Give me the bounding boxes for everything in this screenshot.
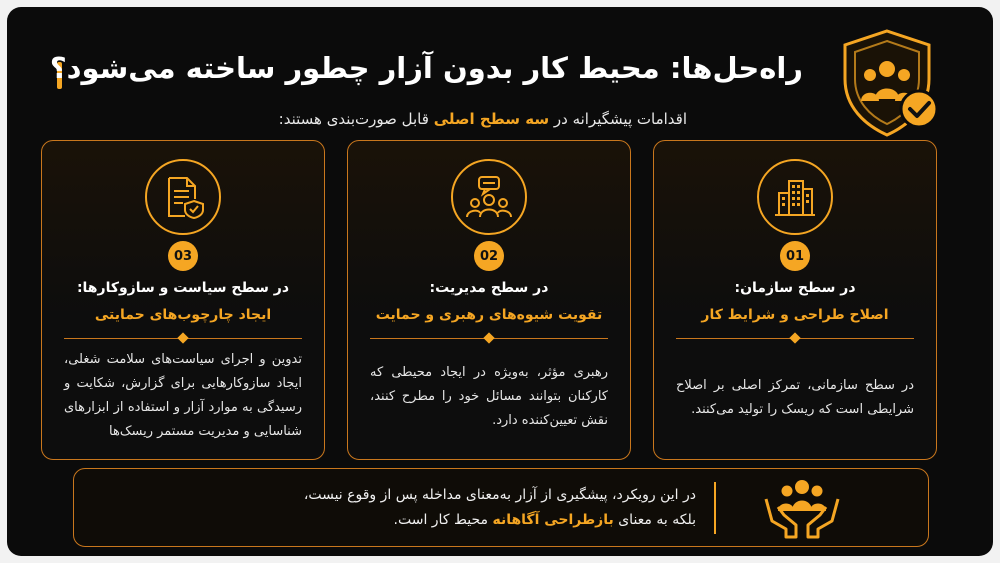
card-body: رهبری مؤثر، به‌ویژه در ایجاد محیطی که کارکنان بتوانند مسائل خود را مطرح کنند، نقش تعیین‌کننده دارد. — [370, 365, 608, 428]
document-shield-icon — [161, 175, 205, 219]
hands-people-icon — [762, 477, 842, 539]
page-subtitle — [87, 110, 687, 128]
footer-highlight: بازطراحی آگاهانه — [492, 512, 614, 528]
footer-text-end: محیط کار است. — [393, 512, 488, 528]
building-icon — [773, 175, 817, 219]
card-policy-level — [41, 140, 325, 460]
page-title: راه‌حل‌ها: محیط کار بدون آزار چطور ساخته می‌شود؟ — [49, 51, 803, 85]
subtitle-highlight: سه سطح اصلی — [433, 110, 550, 128]
footer-line-1: در این رویکرد، پیشگیری از آزار به‌معنای مداخله پس از وقوع نیست، — [303, 487, 696, 503]
card-title: در سطح مدیریت: — [429, 280, 549, 296]
card-subtitle: تقویت شیوه‌های رهبری و حمایت — [375, 307, 603, 323]
card-title: در سطح سیاست و سازوکارها: — [76, 280, 290, 296]
card-subtitle: ایجاد چارچوب‌های حمایتی — [94, 307, 272, 323]
divider-diamond — [177, 332, 188, 343]
card-number-badge: 01 — [780, 241, 810, 271]
subtitle-text-end: قابل صورت‌بندی هستند: — [278, 110, 429, 128]
shield-team-check-icon — [837, 27, 945, 139]
divider-diamond — [483, 332, 494, 343]
card-management-level — [347, 140, 631, 460]
divider-diamond — [789, 332, 800, 343]
card-subtitle: اصلاح طراحی و شرایط کار — [701, 307, 889, 323]
card-organization-level — [653, 140, 937, 460]
card-icon-circle — [145, 159, 221, 235]
card-number-badge: 02 — [474, 241, 504, 271]
card-body: در سطح سازمانی، تمرکز اصلی بر اصلاح شرایطی است که ریسک را تولید می‌کنند. — [676, 378, 914, 417]
card-icon-circle — [451, 159, 527, 235]
card-title: در سطح سازمان: — [734, 280, 856, 296]
footer-text-start: بلکه به معنای — [618, 512, 696, 528]
infographic-frame — [7, 7, 993, 556]
footer-note — [73, 468, 929, 547]
card-number-badge: 03 — [168, 241, 198, 271]
footer-separator — [714, 482, 716, 534]
card-icon-circle — [757, 159, 833, 235]
team-chat-icon — [465, 175, 513, 219]
card-body: تدوین و اجرای سیاست‌های سلامت شغلی، ایجاد سازوکارهایی برای گزارش، شکایت و رسیدگی به موارد آزار و استفاده از ابزارهای شناسایی و مدیریت مستمر ریسک‌ها — [64, 352, 302, 439]
footer-text — [136, 483, 696, 533]
subtitle-text-start: اقدامات پیشگیرانه در — [553, 110, 687, 128]
footer-line-2 — [136, 508, 696, 533]
